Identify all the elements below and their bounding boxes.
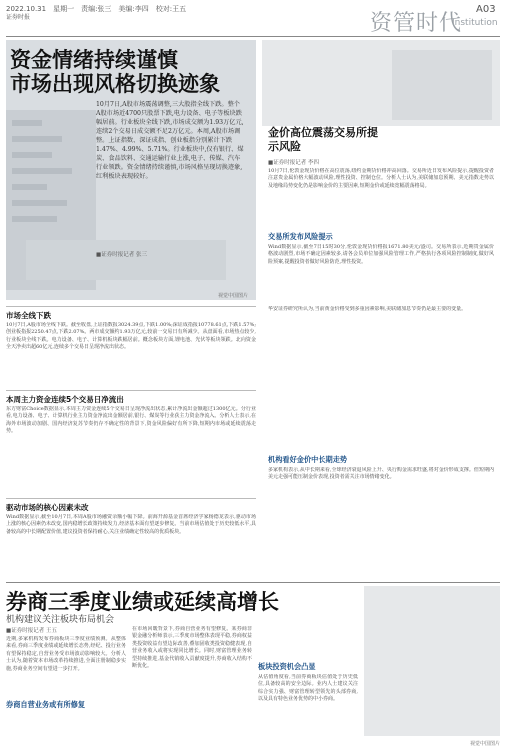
bottom-body-1: 近期,多家机构发布券商板块三季度业绩预测。从整体来看,券商三季度业绩或延续增长态势,经纪、投行业务有望保持稳定,自营业务受市场波动影响较大。分析人士认为,随着资本市场改革持续推进,全面注册制稳步实施,券商业务空间有望进一步打开。 [6, 636, 126, 672]
section3-heading: 驱动市场的核心因素未改 [6, 503, 89, 512]
side-para-4: 多家机构表示,从中长期来看,全球经济衰退风险上升、央行购金需求旺盛,将对金价形成支撑。但短期内美元走强可能压制金价表现,投资者需关注市场情绪变化。 [268, 467, 494, 481]
section-title: 资管时代 [370, 11, 463, 36]
section2-heading: 本周主力资金连续5个交易日净流出 [6, 395, 124, 404]
hero-lede: 10月7日,A股市场震荡调整,三大股指全线下跌。整个A股市场近4700只股票下跌,电力设备、电子等板块跌幅居前。行业板块全线下跌,市场成交额为1.93万亿元,连续2个交易日成交额不足2万亿元。本周,A股市场调整。上证指数、深证成指、创业板指分别累计下跌1.47%、4.99%、5.71%。行业板块中,仅有银行、煤炭、食品饮料、交通运输行业上涨,电子、传媒、汽车行业领跌。资金情绪持续谨慎,市场风格呈现切换迹象,红利板块表现较好。 [96, 101, 244, 180]
section2-body: 东方财富Choice数据显示,本周主力资金连续5个交易日呈现净流出状态,累计净流出金额超过1300亿元。分行业看,电力设备、电子、计算机行业主力资金净流出金额居前,银行、煤炭等行业获主力资金净流入。分析人士表示,在海外市场波动加剧、国内经济复苏节奏仍存不确定性的背景下,资金风险偏好有所下降,短期内市场或延续震荡走势。 [6, 406, 256, 435]
hero-headline [10, 48, 250, 96]
paper-name: 证券时报 [6, 14, 31, 21]
side-para-3: 华安证券研究所认为,当前黄金价格受到多重因素影响,美联储加息节奏仍是最主要的变量。 [268, 306, 467, 312]
section-en: Institution [452, 18, 498, 28]
bottom-rule [6, 582, 500, 583]
side-subhead-2: 机构看好金价中长期走势 [268, 455, 348, 464]
section3-body: Wind数据显示,截至10月7日,本周A股市场融资余额小幅下降。前海开源基金首席经济学家杨德龙表示,驱动市场上涨的核心因素仍未改变,国内稳增长政策持续发力,经济基本面有望逐步修复。当前市场估值处于历史较低水平,具备较高的中长期配置价值,建议投资者保持耐心,关注业绩确定性较高的优质板块。 [6, 514, 256, 535]
bottom-body-2: 在市场回暖背景下,券商自营业务有望修复。某券商非银金融分析师表示,三季度市场整体表现平稳,券商权益类投资收益有望边际改善,叠加固收类投资稳健表现,自营业务收入或将实现同比增长。同时,财富管理业务转型持续推进,基金代销收入贡献度提升,券商收入结构不断优化。 [132, 626, 252, 670]
side-byline: ■证券时报记者 李四 [268, 160, 319, 166]
bottom-headline: 券商三季度业绩或延续高增长 [6, 590, 279, 614]
section2-rule [6, 390, 256, 391]
section3-rule [6, 498, 256, 499]
side-subhead-1: 交易所发布风险提示 [268, 232, 333, 241]
side-para-1: 10月7日,伦敦金现货价格在高位震荡,纽约金期货价格冲高回落。交易所近日发布风险提示,提醒投资者注意贵金属价格大幅波动风险,理性投资、控制仓位。分析人士认为,美联储加息预期、美元指数走势以及地缘局势变化仍是影响金价的主要因素,短期金价或延续宽幅震荡格局。 [268, 168, 494, 189]
side-headline: 金价高位震荡交易所提示风险 [268, 126, 378, 153]
section1-body: 10月7日,A股市场全线下跌。截至收盘,上证指数报3024.39点,下跌1.00%;深证成指报10778.61点,下跌1.57%;创业板指报2250.47点,下跌2.07%。两市成交额约1.93万亿元,较前一交易日有所减少。从盘面看,市场热点较少,行业板块全线下跌。电力设备、电子、计算机板块跌幅居前。概念板块方面,锂电池、光伏等板块领跌。北向资金全天净卖出超60亿元,连续多个交易日呈现净流出状态。 [6, 322, 256, 351]
masthead [0, 0, 506, 36]
bottom-subheadline: 机构建议关注板块布局机会 [6, 615, 115, 625]
section1-heading: 市场全线下跌 [6, 311, 51, 320]
page-number: A03 [476, 4, 496, 15]
hero-byline: ■证券时报记者 张三 [96, 252, 147, 258]
bottom-byline: ■证券时报记者 王五 [6, 628, 57, 634]
side-photo-credit: 视觉中国图片 [470, 741, 501, 747]
hero-headline-line2: 市场出现风格切换迹象 [10, 72, 220, 96]
top-rule [6, 36, 500, 37]
hero-photo-credit: 视觉中国图片 [218, 293, 249, 299]
gold-photo [262, 40, 500, 126]
bottom-subhead-1: 券商自营业务或有所修复 [6, 700, 86, 709]
hero-headline-line1: 资金情绪持续谨慎 [10, 48, 178, 72]
date-line: 2022.10.31 星期一 责编:张三 美编:李四 校对:王五 [6, 5, 187, 13]
bottom-photo [364, 586, 500, 736]
side-para-2: Wind数据显示,截至7日15时30分,伦敦金现货价格报1671.80美元/盎司。交易所表示,近期贵金属价格波动剧烈,市场不确定因素较多,请各会员单位加强风险管理工作,严格执行各项风险控制制度,做好风险预案,提醒投资者做好风险防范,理性投资。 [268, 244, 494, 265]
bottom-body-3: 从估值角度看,当前券商板块估值处于历史低位,具备较高的安全边际。业内人士建议关注综合实力强、财富管理转型领先的头部券商,以及具有特色业务优势的中小券商。 [258, 674, 358, 703]
bottom-subhead-2: 板块投资机会凸显 [258, 662, 316, 671]
section1-rule [6, 306, 256, 307]
